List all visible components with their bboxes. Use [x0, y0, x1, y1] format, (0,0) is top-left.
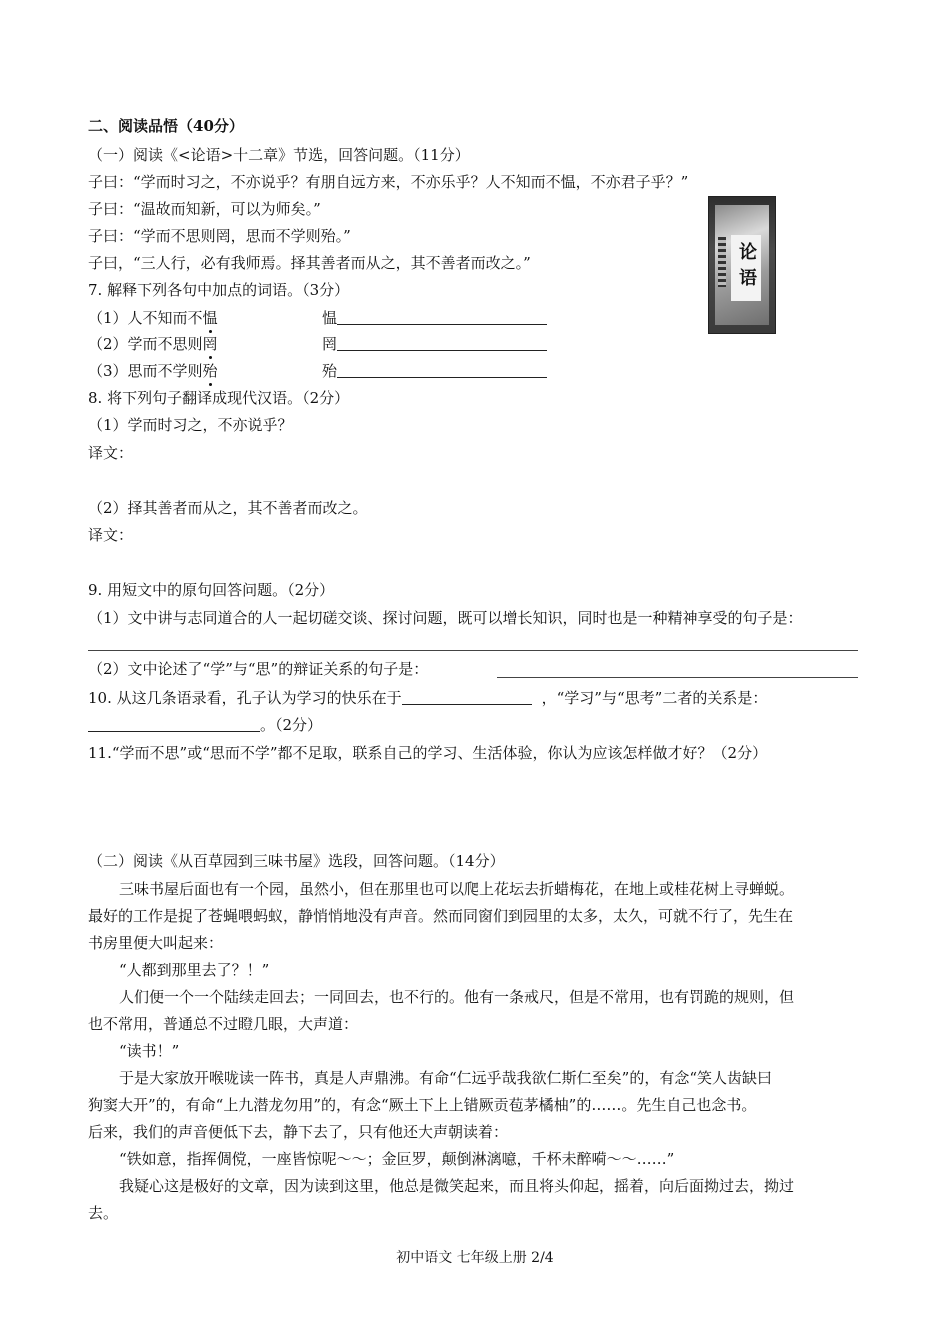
- passage-line: “读书！”: [119, 1042, 180, 1060]
- section-title: 二、阅读品悟（40分）: [88, 117, 244, 135]
- dotted-char: 殆: [202, 362, 218, 380]
- q7-title: 7. 解释下列各句中加点的词语。（3分）: [88, 281, 350, 299]
- q7-word-1: 愠: [322, 309, 338, 327]
- passage-line: 我疑心这是极好的文章，因为读到这里，他总是微笑起来，而且将头仰起，摇着，向后面拗过去，拗过: [119, 1177, 795, 1195]
- passage-line: 三味书屋后面也有一个园，虽然小，但在那里也可以爬上花坛去折蜡梅花，在地上或桂花树上寻蝉蜕。: [119, 880, 795, 898]
- q7-item-1-text: （1）人不知而不: [88, 309, 203, 327]
- answer-blank[interactable]: [337, 308, 547, 325]
- passage-line: 狗窦大开”的，有命“上九潜龙勿用”的，有念“厥土下上上错厥贡苞茅橘柚”的……。先生自己也念书。: [88, 1096, 757, 1114]
- part2-heading: （二）阅读《从百草园到三味书屋》选段，回答问题。（14分）: [88, 852, 505, 870]
- book-cover-decoration: [718, 237, 726, 287]
- answer-blank[interactable]: [337, 361, 547, 378]
- quote-1: 子曰：“学而时习之，不亦说乎？有朋自远方来，不亦乐乎？人不知而不愠，不亦君子乎？”: [88, 173, 689, 191]
- dotted-char: 罔: [202, 335, 218, 353]
- q7-word-3: 殆: [322, 362, 338, 380]
- q7-answer-3: [322, 361, 547, 381]
- q7-item-1: [88, 308, 218, 328]
- q10-text-c: 。（2分）: [260, 716, 323, 734]
- q7-word-2: 罔: [322, 335, 338, 353]
- q9-sentence-2: [88, 659, 428, 679]
- q11: 11.“学而不思”或“思而不学”都不足取，联系自己的学习、生活体验，你认为应该怎样做才好？（2分）: [88, 744, 768, 762]
- q10-text-b: ，“学习”与“思考”二者的关系是：: [541, 689, 768, 707]
- q8-sentence-2: （2）择其善者而从之，其不善者而改之。: [88, 499, 368, 517]
- quote-4: 子曰，“三人行，必有我师焉。择其善者而从之，其不善者而改之。”: [88, 254, 531, 272]
- passage-line: 书房里便大叫起来：: [88, 934, 224, 952]
- q8-sentence-1: （1）学而时习之，不亦说乎？: [88, 416, 293, 434]
- quote-2: 子曰：“温故而知新，可以为师矣。”: [88, 200, 321, 218]
- q7-item-3-text: （3）思而不学则: [88, 362, 203, 380]
- q10-text-a: 10. 从这几条语录看，孔子认为学习的快乐在于: [88, 689, 402, 707]
- q7-answer-1: [322, 308, 547, 328]
- passage-line: “铁如意，指挥倜傥，一座皆惊呢～～；金叵罗，颠倒淋漓噫，千杯未醉嗬～～……”: [119, 1150, 675, 1168]
- q7-item-2-text: （2）学而不思则: [88, 335, 203, 353]
- passage-line: 也不常用，普通总不过瞪几眼，大声道：: [88, 1015, 359, 1033]
- passage-line: 后来，我们的声音便低下去，静下去了，只有他还大声朝读着：: [88, 1123, 509, 1141]
- passage-line: 最好的工作是捉了苍蝇喂蚂蚁，静悄悄地没有声音。然而同窗们到园里的太多，太久，可就不行了，先生在: [88, 907, 794, 925]
- q8-translation-label-1: 译文：: [88, 444, 134, 462]
- q9-title: 9. 用短文中的原句回答问题。（2分）: [88, 581, 335, 599]
- q10-line-2: [88, 715, 322, 735]
- q7-item-3: [88, 361, 218, 381]
- q7-item-2: [88, 334, 218, 354]
- book-cover-image: [708, 196, 776, 334]
- q9-sentence-2-text: （2）文中论述了“学”与“思”的辩证关系的句子是：: [88, 660, 429, 678]
- page-footer: 初中语文 七年级上册 2/4: [396, 1250, 554, 1266]
- passage-line: 于是大家放开喉咙读一阵书，真是人声鼎沸。有命“仁远乎哉我欲仁斯仁至矣”的，有念“笑人齿缺曰: [119, 1069, 773, 1087]
- book-cover-title: 论语: [731, 235, 761, 301]
- passage-line: “人都到那里去了？！”: [119, 961, 270, 979]
- passage-line: 去。: [88, 1204, 119, 1222]
- q8-translation-label-2: 译文：: [88, 526, 134, 544]
- q8-title: 8. 将下列句子翻译成现代汉语。（2分）: [88, 389, 350, 407]
- passage-line: 人们便一个一个陆续走回去；一同回去，也不行的。他有一条戒尺，但是不常用，也有罚跪的规则，但: [119, 988, 795, 1006]
- quote-3: 子曰：“学而不思则罔，思而不学则殆。”: [88, 227, 351, 245]
- dotted-char: 愠: [202, 309, 218, 327]
- q9-answer-line-1[interactable]: [88, 650, 858, 651]
- q9-sentence-1: （1）文中讲与志同道合的人一起切磋交谈、探讨问题，既可以增长知识，同时也是一种精神享受的句子是：: [88, 609, 803, 627]
- answer-blank[interactable]: [402, 688, 532, 705]
- q9-answer-line-2[interactable]: [497, 677, 858, 678]
- answer-blank[interactable]: [88, 715, 260, 732]
- answer-blank[interactable]: [337, 334, 547, 351]
- q7-answer-2: [322, 334, 547, 354]
- q10-line-1: [88, 688, 767, 708]
- part1-heading: （一）阅读《<论语>十二章》节选，回答问题。（11分）: [88, 146, 470, 164]
